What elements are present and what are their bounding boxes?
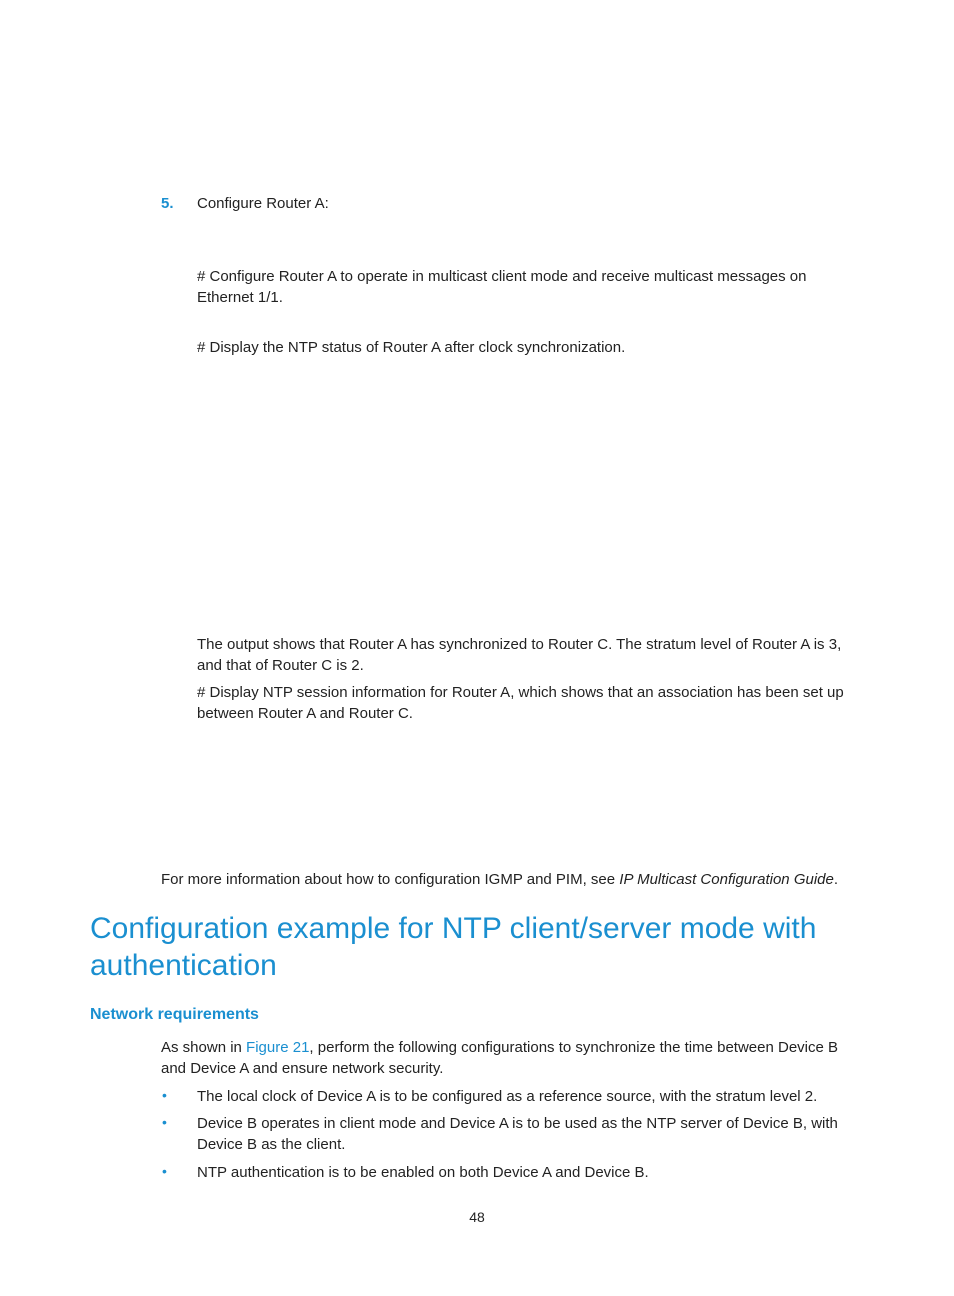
step-label: Configure Router A: <box>197 195 329 212</box>
bullet-item: Device B operates in client mode and Device A is to be used as the NTP server of Device B, with Device B as the client. <box>197 1115 838 1153</box>
bullet-item: NTP authentication is to be enabled on both Device A and Device B. <box>197 1164 649 1181</box>
comment-session-info: # Display NTP session information for Router A, which shows that an association has been set up between Router A and Router C. <box>197 684 844 722</box>
bullet-icon: • <box>162 1087 167 1103</box>
intro-paragraph: As shown in Figure 21, perform the following configurations to synchronize the time between Device B and Device A and ensure network security. <box>161 1039 839 1077</box>
bullet-icon: • <box>162 1163 167 1179</box>
comment-multicast-client: # Configure Router A to operate in multicast client mode and receive multicast messages on Ethernet 1/1. <box>197 268 807 306</box>
subsection-title: Network requirements <box>90 1006 259 1023</box>
guide-reference: IP Multicast Configuration Guide <box>619 871 834 888</box>
output-note: The output shows that Router A has synchronized to Router C. The stratum level of Router A is 3, and that of Router C is 2. <box>197 636 842 674</box>
section-title: Configuration example for NTP client/server mode with authentication <box>90 912 817 982</box>
bullet-item: The local clock of Device A is to be configured as a reference source, with the stratum level 2. <box>197 1088 818 1105</box>
figure-link[interactable]: Figure 21 <box>246 1039 310 1056</box>
comment-display-status: # Display the NTP status of Router A after clock synchronization. <box>197 339 626 356</box>
bullet-icon: • <box>162 1114 167 1130</box>
step-number: 5. <box>161 195 174 212</box>
more-info-note: For more information about how to configuration IGMP and PIM, see IP Multicast Configuration Guide. <box>161 871 839 888</box>
page-number: 48 <box>469 1209 485 1225</box>
